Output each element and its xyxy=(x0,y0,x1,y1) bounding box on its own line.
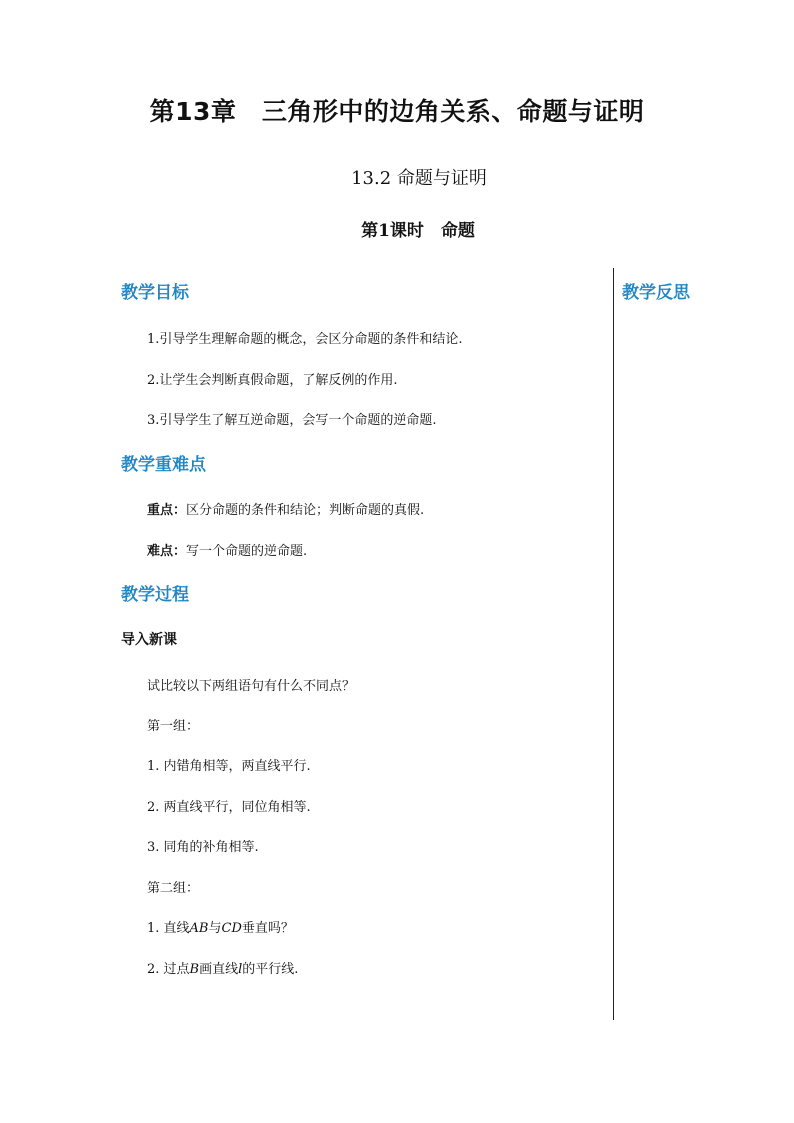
point-b-label: B xyxy=(189,962,200,977)
section-title: 13.2 命题与证明 xyxy=(351,168,487,189)
group2-item2-prefix: 2. 过点 xyxy=(147,962,190,977)
lesson-title: 第1课时 命题 xyxy=(361,221,475,241)
objectives-heading: 教学目标 xyxy=(121,283,189,303)
intro-heading: 导入新课 xyxy=(121,632,177,648)
focus-text: 区分命题的条件和结论；判断命题的真假. xyxy=(186,503,425,518)
difficulty-label: 难点： xyxy=(147,544,187,559)
difficulty-line xyxy=(147,540,307,559)
group1-label: 第一组： xyxy=(147,719,200,734)
column-divider xyxy=(613,268,614,1020)
group2-item1-prefix: 1. 直线 xyxy=(147,921,190,936)
intro-prompt: 试比较以下两组语句有什么不同点？ xyxy=(147,679,356,694)
objective-item: 2.让学生会判断真假命题，了解反例的作用. xyxy=(147,373,398,388)
group2-item1-mid: 与 xyxy=(208,921,222,936)
focus-line xyxy=(147,499,424,518)
objective-item: 1.引导学生理解命题的概念，会区分命题的条件和结论. xyxy=(147,332,463,347)
group2-item xyxy=(147,958,298,977)
reflection-heading: 教学反思 xyxy=(622,283,690,303)
group1-item: 2. 两直线平行，同位角相等. xyxy=(147,800,311,815)
group2-item1-suffix: 垂直吗？ xyxy=(241,921,294,936)
key-points-heading: 教学重难点 xyxy=(121,455,206,475)
line-cd-label: CD xyxy=(221,921,242,936)
difficulty-text: 写一个命题的逆命题. xyxy=(186,544,308,559)
group2-item xyxy=(147,917,294,936)
group1-item: 3. 同角的补角相等. xyxy=(147,840,259,855)
focus-label: 重点： xyxy=(147,503,187,518)
chapter-title: 第13章 三角形中的边角关系、命题与证明 xyxy=(149,97,645,126)
line-ab-label: AB xyxy=(189,921,209,936)
group2-item2-suffix: 的平行线. xyxy=(242,962,299,977)
group2-item2-mid: 画直线 xyxy=(199,962,239,977)
objective-item: 3.引导学生了解互逆命题，会写一个命题的逆命题. xyxy=(147,413,437,428)
line-l-label: l xyxy=(238,962,243,977)
group1-item: 1. 内错角相等，两直线平行. xyxy=(147,759,311,774)
group2-label: 第二组： xyxy=(147,881,200,896)
process-heading: 教学过程 xyxy=(121,585,189,605)
